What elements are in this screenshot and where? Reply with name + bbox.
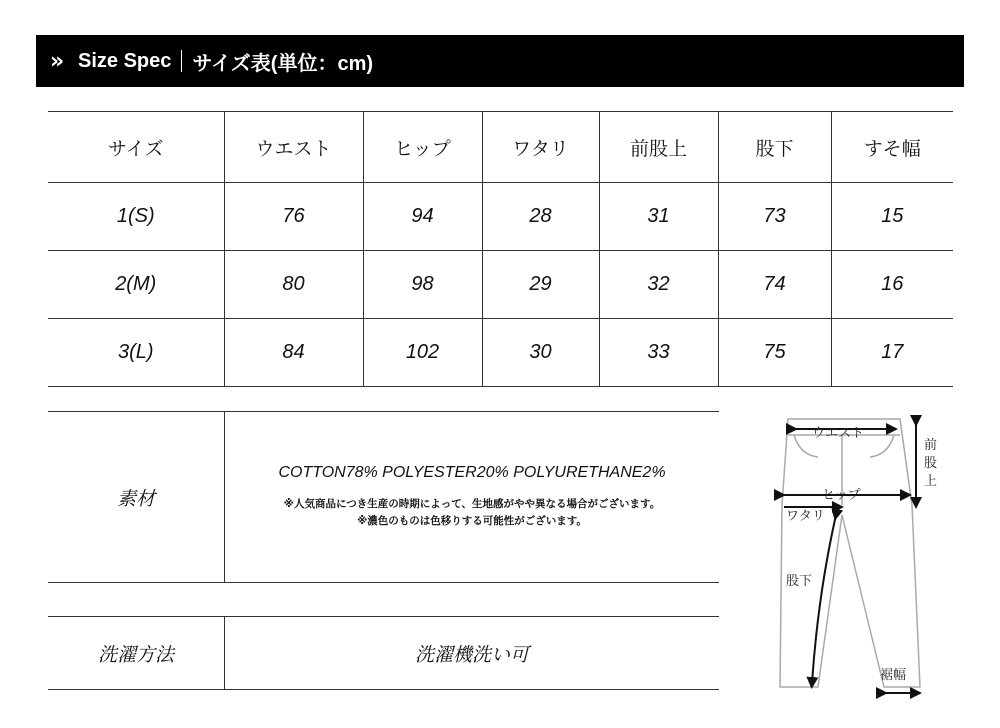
table-cell: 30 bbox=[482, 319, 599, 387]
diagram-label-inseam: 股下 bbox=[786, 574, 813, 589]
diagram-label-thigh: ワタリ bbox=[786, 509, 825, 524]
column-header-waist: ウエスト bbox=[224, 112, 363, 183]
table-cell: 15 bbox=[831, 183, 953, 251]
column-header-hem-width: すそ幅 bbox=[831, 112, 953, 183]
size-table bbox=[48, 111, 953, 387]
header-title-en: Size Spec bbox=[78, 49, 172, 72]
table-cell: 76 bbox=[224, 183, 363, 251]
column-header-inseam: 股下 bbox=[718, 112, 831, 183]
material-section bbox=[48, 411, 719, 583]
column-header-size: サイズ bbox=[48, 112, 224, 183]
table-cell: 102 bbox=[363, 319, 482, 387]
washing-section bbox=[48, 616, 719, 690]
washing-content bbox=[225, 617, 719, 689]
material-note-2: ※濃色のものは色移りする可能性がございます。 bbox=[357, 515, 587, 527]
table-cell: 3(L) bbox=[48, 319, 224, 387]
pants-outline-icon bbox=[780, 419, 920, 687]
table-cell: 28 bbox=[482, 183, 599, 251]
table-cell: 2(M) bbox=[48, 251, 224, 319]
table-cell: 84 bbox=[224, 319, 363, 387]
table-cell: 74 bbox=[718, 251, 831, 319]
table-cell: 80 bbox=[224, 251, 363, 319]
table-cell: 94 bbox=[363, 183, 482, 251]
header-title-jp: サイズ表(単位：cm) bbox=[192, 52, 374, 75]
table-cell: 17 bbox=[831, 319, 953, 387]
header-bar bbox=[36, 35, 964, 87]
material-composition: COTTON78% POLYESTER20% POLYURETHANE2% bbox=[278, 464, 666, 481]
material-note-1: ※人気商品につき生産の時期によって、生地感がやや異なる場合がございます。 bbox=[283, 498, 661, 510]
diagram-label-front-rise-1: 前 bbox=[924, 438, 938, 453]
table-cell: 33 bbox=[599, 319, 718, 387]
diagram-label-hem: 裾幅 bbox=[880, 668, 907, 683]
diagram-label-hip: ヒップ bbox=[822, 488, 861, 503]
table-cell: 98 bbox=[363, 251, 482, 319]
chevron-double-right-icon: » bbox=[50, 48, 61, 74]
table-row bbox=[48, 319, 953, 387]
header-divider bbox=[181, 50, 182, 72]
table-cell: 31 bbox=[599, 183, 718, 251]
diagram-label-front-rise-2: 股 bbox=[924, 456, 938, 471]
pants-measurement-diagram bbox=[760, 405, 960, 705]
table-row bbox=[48, 251, 953, 319]
table-cell: 75 bbox=[718, 319, 831, 387]
column-header-hip: ヒップ bbox=[363, 112, 482, 183]
table-header-row bbox=[48, 112, 953, 183]
table-cell: 1(S) bbox=[48, 183, 224, 251]
table-cell: 32 bbox=[599, 251, 718, 319]
diagram-label-waist: ウエスト bbox=[812, 426, 865, 441]
diagram-label-front-rise-3: 上 bbox=[924, 474, 938, 489]
washing-label: 洗濯方法 bbox=[48, 617, 225, 689]
table-cell: 73 bbox=[718, 183, 831, 251]
table-row bbox=[48, 183, 953, 251]
table-cell: 29 bbox=[482, 251, 599, 319]
column-header-thigh: ワタリ bbox=[482, 112, 599, 183]
material-content bbox=[225, 412, 719, 582]
washing-method: 洗濯機洗い可 bbox=[414, 643, 529, 666]
table-cell: 16 bbox=[831, 251, 953, 319]
column-header-front-rise: 前股上 bbox=[599, 112, 718, 183]
material-label: 素材 bbox=[48, 412, 225, 582]
